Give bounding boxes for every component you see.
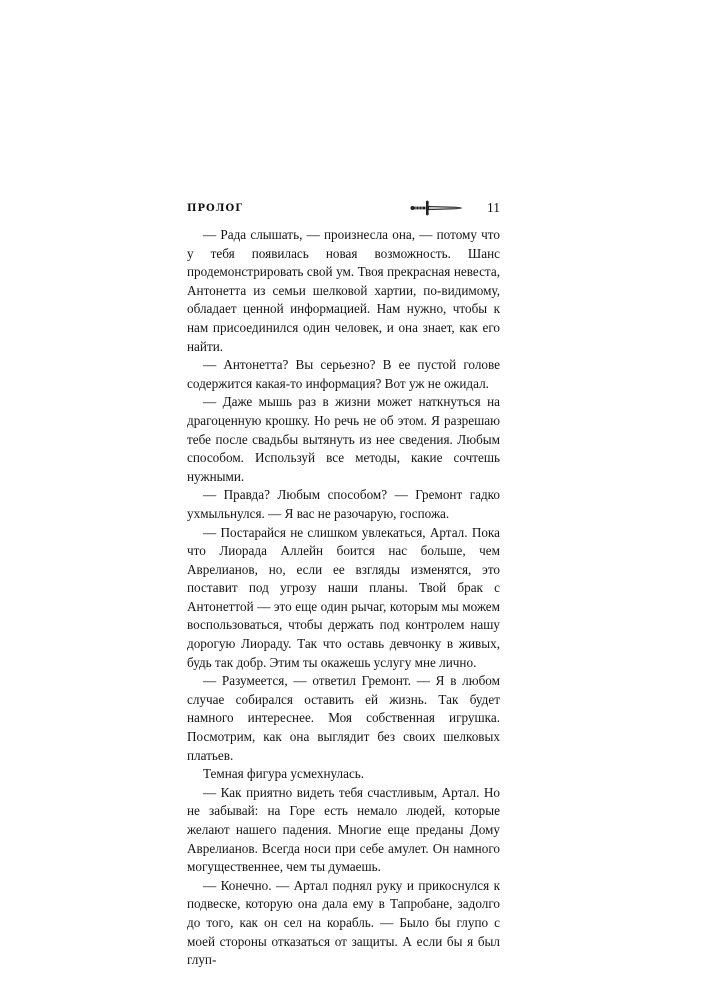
paragraph: Темная фигура усмехнулась. [203,766,365,782]
paragraph: — Антонетта? Вы серьезно? В ее пустой голове содержится какая-то информация? Вот уж не ожидал. [187,357,500,391]
paragraph: — Как приятно видеть тебя счастливым, Артал. Но не забывай: на Горе есть немало людей, которые желают нашего падения. Многие еще преданы Дому Аврелианов. Всегда носи при себе амулет. Он намного могущественнее, чем ты думаешь. [187,784,500,875]
paragraph: — Даже мышь раз в жизни может наткнуться на драгоценную крошку. Но речь не об этом. Я разрешаю тебе после свадьбы вытянуть из нее сведения. Любым способом. Используй все методы, какие сочтешь нужными. [187,394,500,484]
paragraph: — Конечно. — Артал поднял руку и прикоснулся к подвеске, которую она дала ему в Тапробане, задолго до того, как он сел на корабль. — Было бы глупо с моей стороны отказаться от защиты. А если бы я был глуп- [187,877,500,968]
paragraph: — Постарайся не слишком увлекаться, Артал. Пока что Лиорада Аллейн боится нас больше, чем Аврелианов, но, если ее взгляды изменятся, это поставит под угрозу наши планы. Твой брак с Антонеттой — это еще один рычаг, которым мы можем воспользоваться, чтобы держать под контролем нашу дорогую Лиораду. Так что оставь девчонку в живых, будь так добр. Этим ты окажешь услугу мне лично. [187,524,500,670]
body-text [187,226,500,970]
paragraph: — Рада слышать, — произнесла она, — потому что у тебя появилась новая возможность. Шанс продемонстрировать свой ум. Твоя прекрасная невеста, Антонетта из семьи шелковой хартии, по-видимому, обладает ценной информацией. Нам нужно, чтобы к нам присоединился один человек, и она знает, как его найти. [187,227,500,354]
running-title: ПРОЛОГ [187,203,244,214]
paragraph: — Разумеется, — ответил Гремонт. — Я в любом случае собирался оставить ей жизнь. Так будет намного интереснее. Моя собственная игрушка. Посмотрим, как она выглядит без своих шелковых платьев. [187,673,500,763]
dagger-ornament-icon [410,200,462,216]
page-number: 11 [487,200,500,215]
paragraph: — Правда? Любым способом? — Гремонт гадко ухмыльнулся. — Я вас не разочарую, госпожа. [187,487,500,521]
running-head [187,200,500,220]
